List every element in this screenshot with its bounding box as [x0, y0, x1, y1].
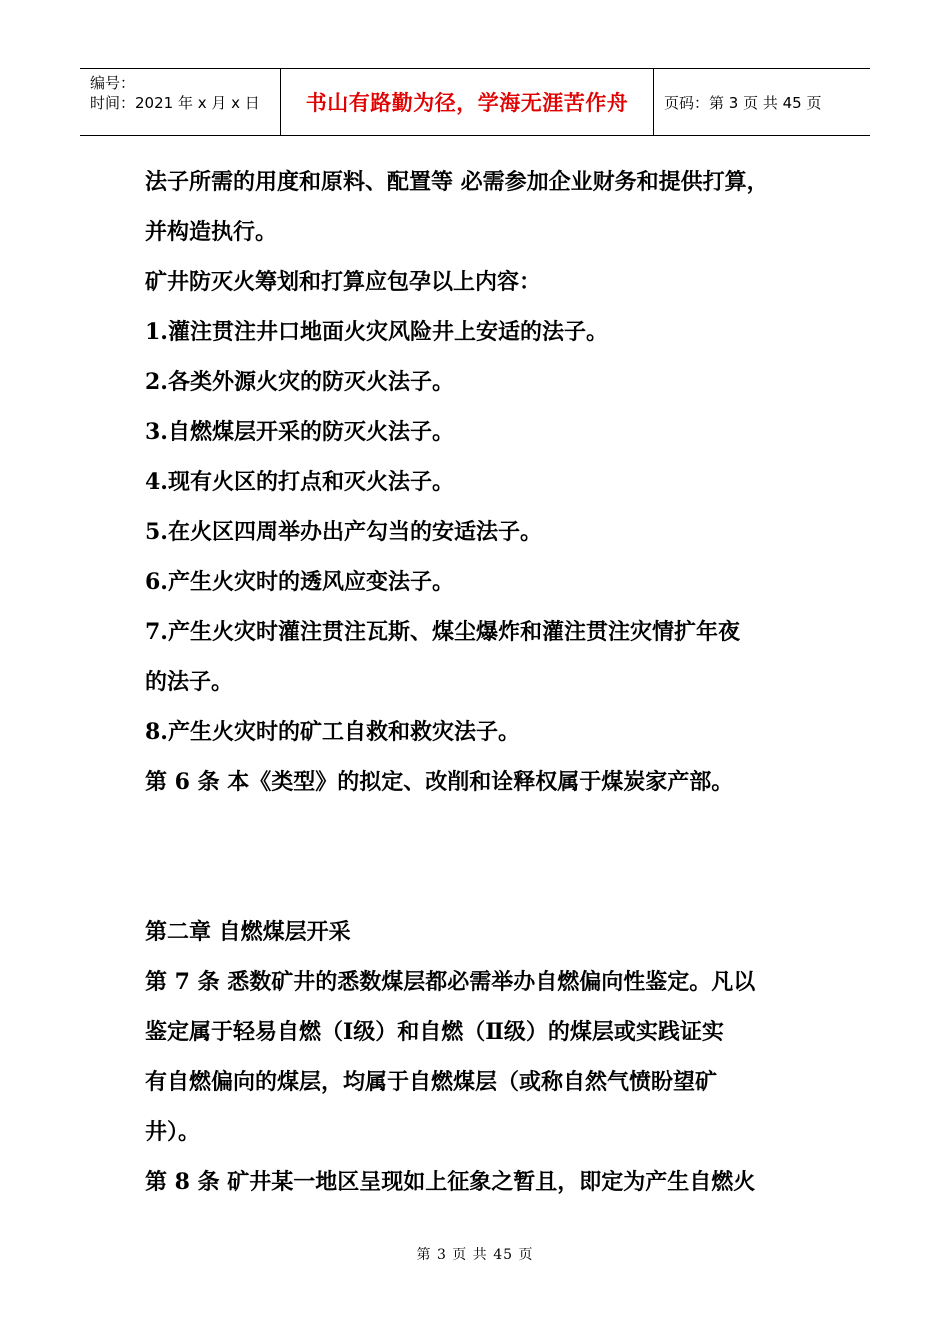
body-line: 井）。	[145, 1119, 201, 1145]
body-line: 有自燃偏向的煤层，均属于自燃煤层（或称自然气愤盼望矿	[145, 1069, 718, 1095]
list-item: 7.产生火灾时灌注贯注瓦斯、煤尘爆炸和灌注贯注灾情扩年夜	[145, 619, 740, 645]
list-item: 6.产生火灾时的透风应变法子。	[145, 569, 454, 595]
section-spacer	[145, 807, 817, 907]
article-line: 第 8 条 矿井某一地区呈现如上征象之暂且，即定为产生自燃火	[145, 1169, 756, 1195]
list-item: 3.自燃煤层开采的防灭火法子。	[145, 419, 454, 445]
document-header	[80, 68, 870, 136]
list-item: 4.现有火区的打点和灭火法子。	[145, 469, 454, 495]
date-label: 时间：2021 年 x 月 x 日	[90, 94, 260, 112]
list-item: 1.灌注贯注井口地面火灾风险井上安适的法子。	[145, 319, 608, 345]
header-motto: 书山有路勤为径，学海无涯苦作舟	[281, 69, 654, 135]
list-item: 2.各类外源火灾的防灭火法子。	[145, 369, 454, 395]
header-page-info: 页码：第 3 页 共 45 页	[664, 93, 822, 112]
body-line: 矿井防灭火筹划和打算应包孕以上内容：	[145, 269, 542, 295]
page-footer: 第 3 页 共 45 页	[416, 1247, 534, 1263]
document-body	[145, 157, 817, 1207]
list-item: 5.在火区四周举办出产勾当的安适法子。	[145, 519, 542, 545]
body-line: 的法子。	[145, 669, 234, 695]
code-label: 编号：	[90, 74, 136, 92]
article-line: 第 6 条 本《类型》的拟定、改削和诠释权属于煤炭家产部。	[145, 769, 734, 795]
article-line: 第 7 条 悉数矿井的悉数煤层都必需举办自燃偏向性鉴定。凡以	[145, 969, 756, 995]
body-line: 鉴定属于轻易自燃（Ⅰ级）和自燃（Ⅱ级）的煤层或实践证实	[145, 1019, 724, 1045]
body-line: 并构造执行。	[145, 219, 278, 245]
body-line: 法子所需的用度和原料、配置等 必需参加企业财务和提供打算，	[145, 169, 769, 195]
chapter-heading: 第二章 自燃煤层开采	[145, 919, 351, 945]
header-meta-cell	[80, 69, 281, 135]
list-item: 8.产生火灾时的矿工自救和救灾法子。	[145, 719, 520, 745]
